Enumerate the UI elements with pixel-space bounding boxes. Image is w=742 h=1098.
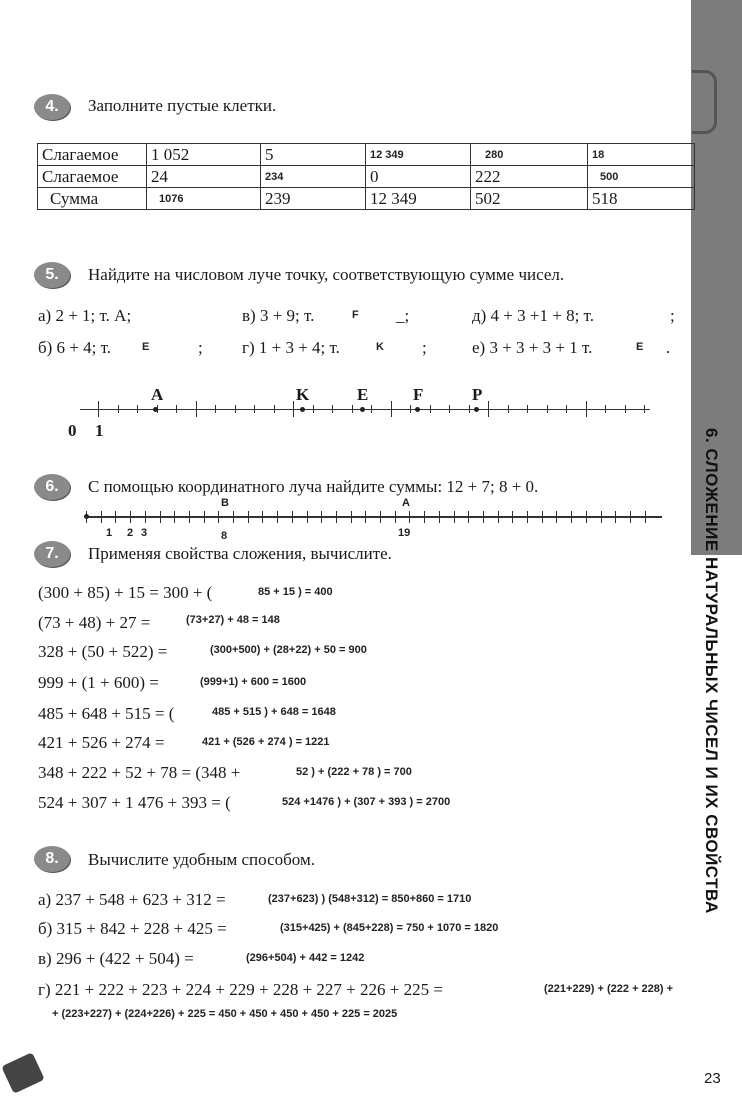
ray-tick [277, 511, 278, 523]
ray-label-e: E [357, 385, 369, 404]
ray-tick [454, 511, 455, 523]
ray-tick [332, 405, 333, 413]
table-cell-answer[interactable]: 18 [588, 144, 695, 166]
ray-tick [262, 511, 263, 523]
task-7-work[interactable]: 485 + 515 ) + 648 = 1648 [212, 706, 336, 718]
ray-tick [130, 511, 131, 523]
task-5-item-a: а) 2 + 1; т. А; [38, 306, 132, 325]
task-7-expr: 999 + (1 + 600) = [38, 673, 159, 692]
ray-tick [115, 511, 116, 523]
table-cell-answer[interactable]: 1076 [147, 188, 261, 210]
page-bracket-decoration [692, 70, 717, 134]
task-5-item-g: г) 1 + 3 + 4; т. [242, 338, 340, 357]
sum-table [37, 143, 695, 210]
ray-tick [424, 511, 425, 523]
ray-tick [468, 511, 469, 523]
task-8-expr: г) 221 + 222 + 223 + 224 + 229 + 228 + 227 + 226 + 225 = [38, 980, 443, 999]
ray-tick [605, 405, 606, 413]
ray2-tick-label: 8 [221, 530, 228, 542]
task-6-badge: 6. [34, 474, 70, 500]
table-cell-answer[interactable]: 500 [588, 166, 695, 188]
task-7-expr: (73 + 48) + 27 = [38, 613, 151, 632]
task-8-work[interactable]: (296+504) + 442 = 1242 [246, 952, 365, 964]
table-cell: 12 349 [366, 188, 471, 210]
ray-tick [235, 405, 236, 413]
coordinate-ray [86, 516, 662, 518]
ray-tick [391, 401, 392, 417]
table-row [38, 188, 695, 210]
ray-tick [645, 511, 646, 523]
ray-label-k: K [296, 385, 310, 404]
ray-tick [512, 511, 513, 523]
task-8-work[interactable]: (315+425) + (845+228) = 750 + 1070 = 1820 [280, 922, 499, 934]
ray-tick [145, 511, 146, 523]
ray-tick [527, 511, 528, 523]
task-4-badge: 4. [34, 94, 70, 120]
task-8-work[interactable]: (221+229) + (222 + 228) + [544, 983, 674, 995]
ray-tick [233, 511, 234, 523]
ray-tick [313, 405, 314, 413]
ray-tick [176, 405, 177, 413]
task-7-work[interactable]: 85 + 15 ) = 400 [258, 586, 333, 598]
ray2-tick-label: 1 [106, 527, 113, 539]
ray-label-f: F [413, 385, 424, 404]
ray-tick [160, 511, 161, 523]
task-8-expr: б) 315 + 842 + 228 + 425 = [38, 919, 227, 938]
ray-tick [566, 405, 567, 413]
task-6-title: С помощью координатного луча найдите суммы: 12 + 7; 8 + 0. [88, 477, 539, 496]
ray-tick [118, 405, 119, 413]
ray-tick [321, 511, 322, 523]
ray-point-e [360, 407, 365, 412]
ray-tick [371, 405, 372, 413]
task-7-title: Применяя свойства сложения, вычислите. [88, 544, 392, 563]
row-label: Слагаемое [38, 166, 147, 188]
ray-tick [365, 511, 366, 523]
task-7-work[interactable]: (73+27) + 48 = 148 [186, 614, 280, 626]
task-4-title: Заполните пустые клетки. [88, 96, 277, 115]
ray-tick [395, 511, 396, 523]
ray-point-a [153, 407, 158, 412]
ray2-tick-label: 19 [398, 527, 411, 539]
task-7-work[interactable]: (300+500) + (28+22) + 50 = 900 [210, 644, 367, 656]
ray-tick [307, 511, 308, 523]
task-5-answer-v[interactable]: F [352, 309, 359, 321]
ray-point-k [300, 407, 305, 412]
table-row [38, 144, 695, 166]
ray-tick [248, 511, 249, 523]
table-row [38, 166, 695, 188]
task-5-item-v: в) 3 + 9; т. [242, 306, 315, 325]
row-label: Сумма [38, 188, 147, 210]
ray-tick [508, 405, 509, 413]
ray2-tick-label: 2 [127, 527, 134, 539]
table-cell: 0 [366, 166, 471, 188]
ray-tick [439, 511, 440, 523]
task-8-work[interactable]: (237+623) ) (548+312) = 850+860 = 1710 [268, 893, 472, 905]
task-7-expr: 485 + 648 + 515 = ( [38, 704, 175, 723]
ray-tick [98, 401, 99, 417]
task-7-expr: 328 + (50 + 522) = [38, 642, 168, 661]
task-8-expr: а) 237 + 548 + 623 + 312 = [38, 890, 226, 909]
table-cell: 239 [261, 188, 366, 210]
ray-zero-label: 0 [68, 421, 77, 440]
ray-tick [449, 405, 450, 413]
table-cell: 518 [588, 188, 695, 210]
ray-tick [410, 405, 411, 413]
table-cell-answer[interactable]: 12 349 [366, 144, 471, 166]
ray-tick [189, 511, 190, 523]
task-5-title: Найдите на числовом луче точку, соответствующую сумме чисел. [88, 265, 565, 284]
row-label: Слагаемое [38, 144, 147, 166]
task-7-expr: 348 + 222 + 52 + 78 = (348 + [38, 763, 241, 782]
ray-tick [204, 511, 205, 523]
ray2-label-a: A [402, 497, 410, 509]
ray-origin-point [84, 514, 89, 519]
ray-tick [274, 405, 275, 413]
ray-tick [630, 511, 631, 523]
ray-tick [174, 511, 175, 523]
ray-point-p [474, 407, 479, 412]
table-cell: 5 [261, 144, 366, 166]
ray-tick [527, 405, 528, 413]
task-5-end: ; [670, 306, 675, 325]
ray-tick [586, 401, 587, 417]
table-cell-answer[interactable]: 234 [261, 166, 366, 188]
number-ray [80, 409, 650, 410]
ray-point-f [415, 407, 420, 412]
ray-tick [351, 511, 352, 523]
ray-tick [586, 511, 587, 523]
task-5-badge: 5. [34, 262, 70, 288]
task-5-end: ; [198, 338, 203, 357]
ray-tick [469, 405, 470, 413]
ray-tick [644, 405, 645, 413]
ray-tick [542, 511, 543, 523]
ray2-tick-label: 3 [141, 527, 148, 539]
ray-tick [625, 405, 626, 413]
task-5-end: . [666, 338, 671, 357]
task-7-work[interactable]: 52 ) + (222 + 78 ) = 700 [296, 766, 412, 778]
ray-tick [488, 401, 489, 417]
table-cell-answer[interactable]: 280 [471, 144, 588, 166]
ray-tick [292, 511, 293, 523]
ray-label-p: P [472, 385, 483, 404]
ray-tick [556, 511, 557, 523]
ray-tick [293, 401, 294, 417]
ray-tick [352, 405, 353, 413]
task-7-work[interactable]: 524 +1476 ) + (307 + 393 ) = 2700 [282, 796, 451, 808]
ray-tick [601, 511, 602, 523]
table-cell: 222 [471, 166, 588, 188]
task-8-continuation[interactable]: + (223+227) + (224+226) + 225 = 450 + 450 + 450 + 450 + 225 = 2025 [52, 1008, 398, 1020]
ray-tick [571, 511, 572, 523]
task-7-expr: (300 + 85) + 15 = 300 + ( [38, 583, 213, 602]
table-cell: 24 [147, 166, 261, 188]
ray-tick [430, 405, 431, 413]
task-8-expr: в) 296 + (422 + 504) = [38, 949, 194, 968]
task-8-title: Вычислите удобным способом. [88, 850, 315, 869]
task-5-end: _; [396, 306, 410, 325]
ray-tick [101, 511, 102, 523]
ray-one-label: 1 [95, 421, 104, 440]
ray2-label-b: B [221, 497, 229, 509]
ray-tick [218, 511, 219, 523]
task-5-answer-g[interactable]: K [376, 341, 384, 353]
task-5-item-e: е) 3 + 3 + 3 + 1 т. [472, 338, 593, 357]
ray-tick [380, 511, 381, 523]
ray-tick [336, 511, 337, 523]
ray-tick [137, 405, 138, 413]
ray-tick [196, 401, 197, 417]
task-7-work[interactable]: (999+1) + 600 = 1600 [200, 676, 307, 688]
ray-tick [615, 511, 616, 523]
task-7-work[interactable]: 421 + (526 + 274 ) = 1221 [202, 736, 330, 748]
task-7-badge: 7. [34, 541, 70, 567]
ray-tick [254, 405, 255, 413]
task-7-expr: 524 + 307 + 1 476 + 393 = ( [38, 793, 231, 812]
ray-tick [483, 511, 484, 523]
table-cell: 502 [471, 188, 588, 210]
chapter-side-title: 6. СЛОЖЕНИЕ НАТУРАЛЬНЫХ ЧИСЕЛ И ИХ СВОЙСТВА [702, 428, 721, 914]
task-5-item-d: д) 4 + 3 +1 + 8; т. [472, 306, 594, 325]
ray-tick [409, 511, 410, 523]
table-cell: 1 052 [147, 144, 261, 166]
task-7-expr: 421 + 526 + 274 = [38, 733, 165, 752]
page-number: 23 [704, 1070, 721, 1087]
task-5-end: ; [422, 338, 427, 357]
ray-tick [498, 511, 499, 523]
task-5-answer-b[interactable]: E [142, 341, 150, 353]
ray-tick [547, 405, 548, 413]
task-5-item-b: б) 6 + 4; т. [38, 338, 112, 357]
ray-label-a: A [151, 385, 164, 404]
publisher-logo [1, 1052, 44, 1094]
ray-tick [215, 405, 216, 413]
task-5-answer-e[interactable]: E [636, 341, 644, 353]
task-8-badge: 8. [34, 846, 70, 872]
